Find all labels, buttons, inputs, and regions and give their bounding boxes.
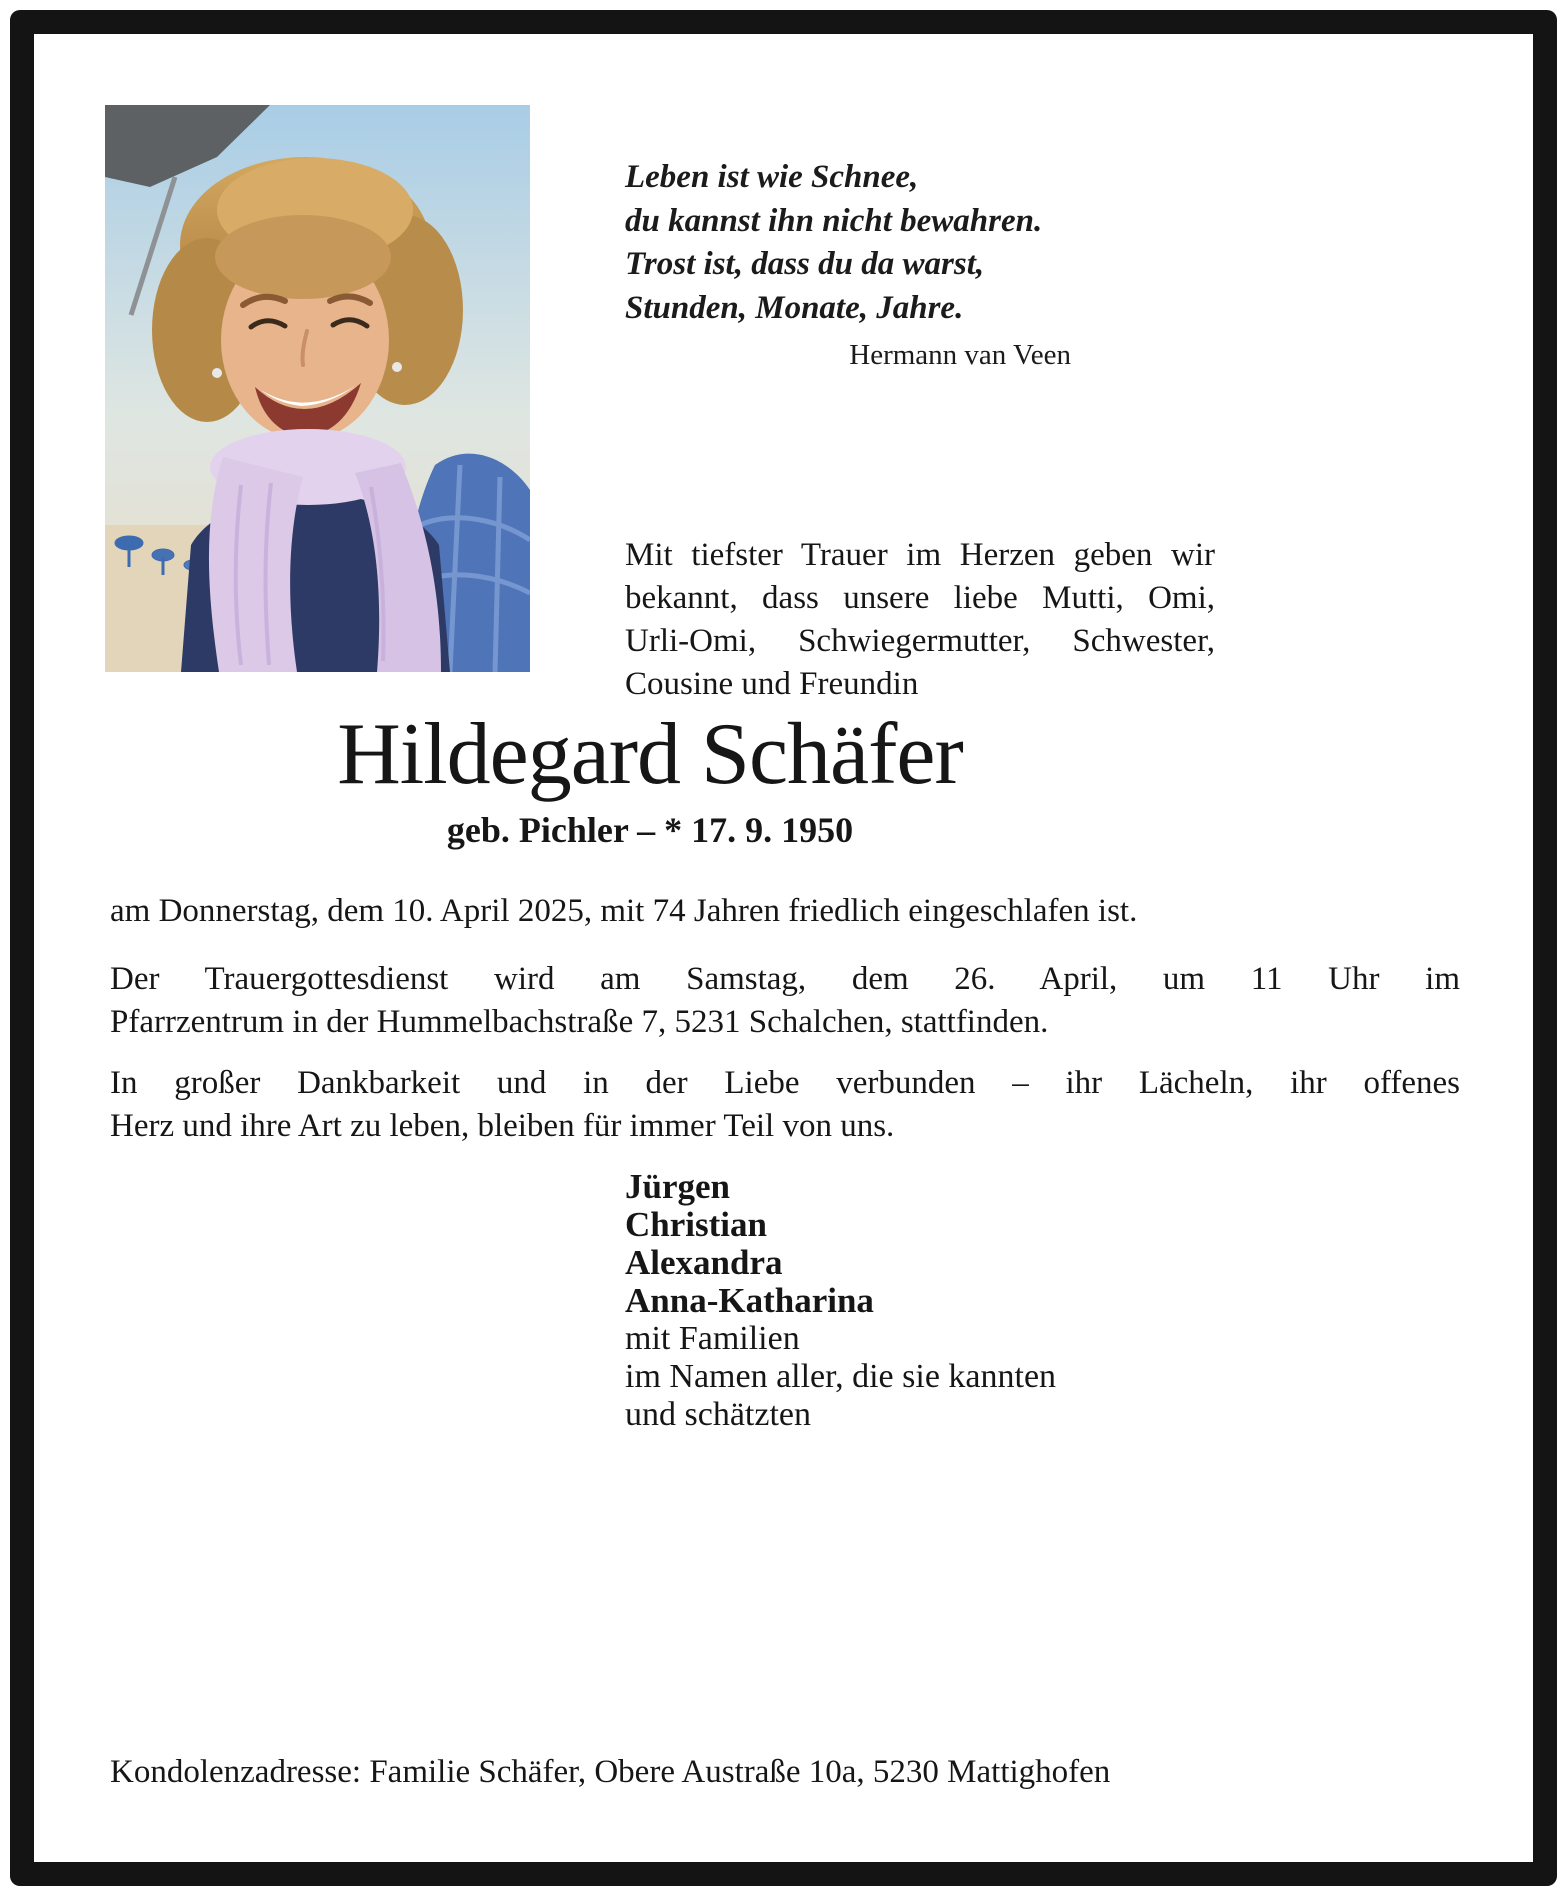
- obituary-content: [34, 34, 1533, 1862]
- gratitude-line: In großer Dankbarkeit und in der Liebe verbunden – ihr Lächeln, ihr offenes: [110, 1065, 1460, 1101]
- announcement: [625, 534, 1215, 706]
- mourner-name: Anna-Katharina: [625, 1281, 874, 1320]
- poem-attribution: Hermann van Veen: [849, 339, 1071, 372]
- service-paragraph: [110, 958, 1460, 1044]
- announcement-line: Mit tiefster Trauer im Herzen geben wir: [625, 537, 1215, 573]
- announcement-line: Urli-Omi, Schwiegermutter, Schwester,: [625, 622, 1215, 659]
- poem-line: Stunden, Monate, Jahre.: [625, 289, 964, 326]
- poem-line: Leben ist wie Schnee,: [625, 159, 919, 195]
- mourner-name: Alexandra: [625, 1243, 783, 1282]
- poem-line: Trost ist, dass du da warst,: [625, 246, 985, 283]
- announcement-line: bekannt, dass unsere liebe Mutti, Omi,: [625, 579, 1215, 616]
- gratitude-paragraph: [110, 1062, 1460, 1148]
- death-paragraph: am Donnerstag, dem 10. April 2025, mit 74 Jahren friedlich eingeschlafen ist.: [110, 893, 1138, 929]
- condolence-address: Kondolenzadresse: Familie Schäfer, Obere Austraße 10a, 5230 Mattighofen: [110, 1754, 1111, 1790]
- obituary-frame: [10, 10, 1557, 1886]
- mourners-closing-line: im Namen aller, die sie kannten: [625, 1358, 1057, 1395]
- deceased-name: Hildegard Schäfer: [337, 706, 963, 803]
- mourner-name: Jürgen: [625, 1167, 730, 1206]
- deceased-name-block: [110, 706, 1190, 851]
- poem-line: du kannst ihn nicht bewahren.: [625, 202, 1043, 239]
- portrait-photo: [105, 105, 530, 672]
- service-line: Der Trauergottesdienst wird am Samstag, dem 26. April, um 11 Uhr im: [110, 961, 1460, 997]
- service-line: Pfarrzentrum in der Hummelbachstraße 7, 5231 Schalchen, stattfinden.: [110, 1003, 1049, 1040]
- poem: [625, 156, 1095, 374]
- gratitude-line: Herz und ihre Art zu leben, bleiben für immer Teil von uns.: [110, 1107, 895, 1144]
- mourners-closing-line: und schätzten: [625, 1396, 811, 1433]
- portrait-photo-illustration: [105, 105, 530, 672]
- birth-line: geb. Pichler – * 17. 9. 1950: [446, 809, 854, 850]
- mourner-name: Christian: [625, 1205, 767, 1244]
- mourners-block: [625, 1168, 1056, 1434]
- mourners-closing-line: mit Familien: [625, 1320, 800, 1357]
- announcement-line: Cousine und Freundin: [625, 665, 919, 702]
